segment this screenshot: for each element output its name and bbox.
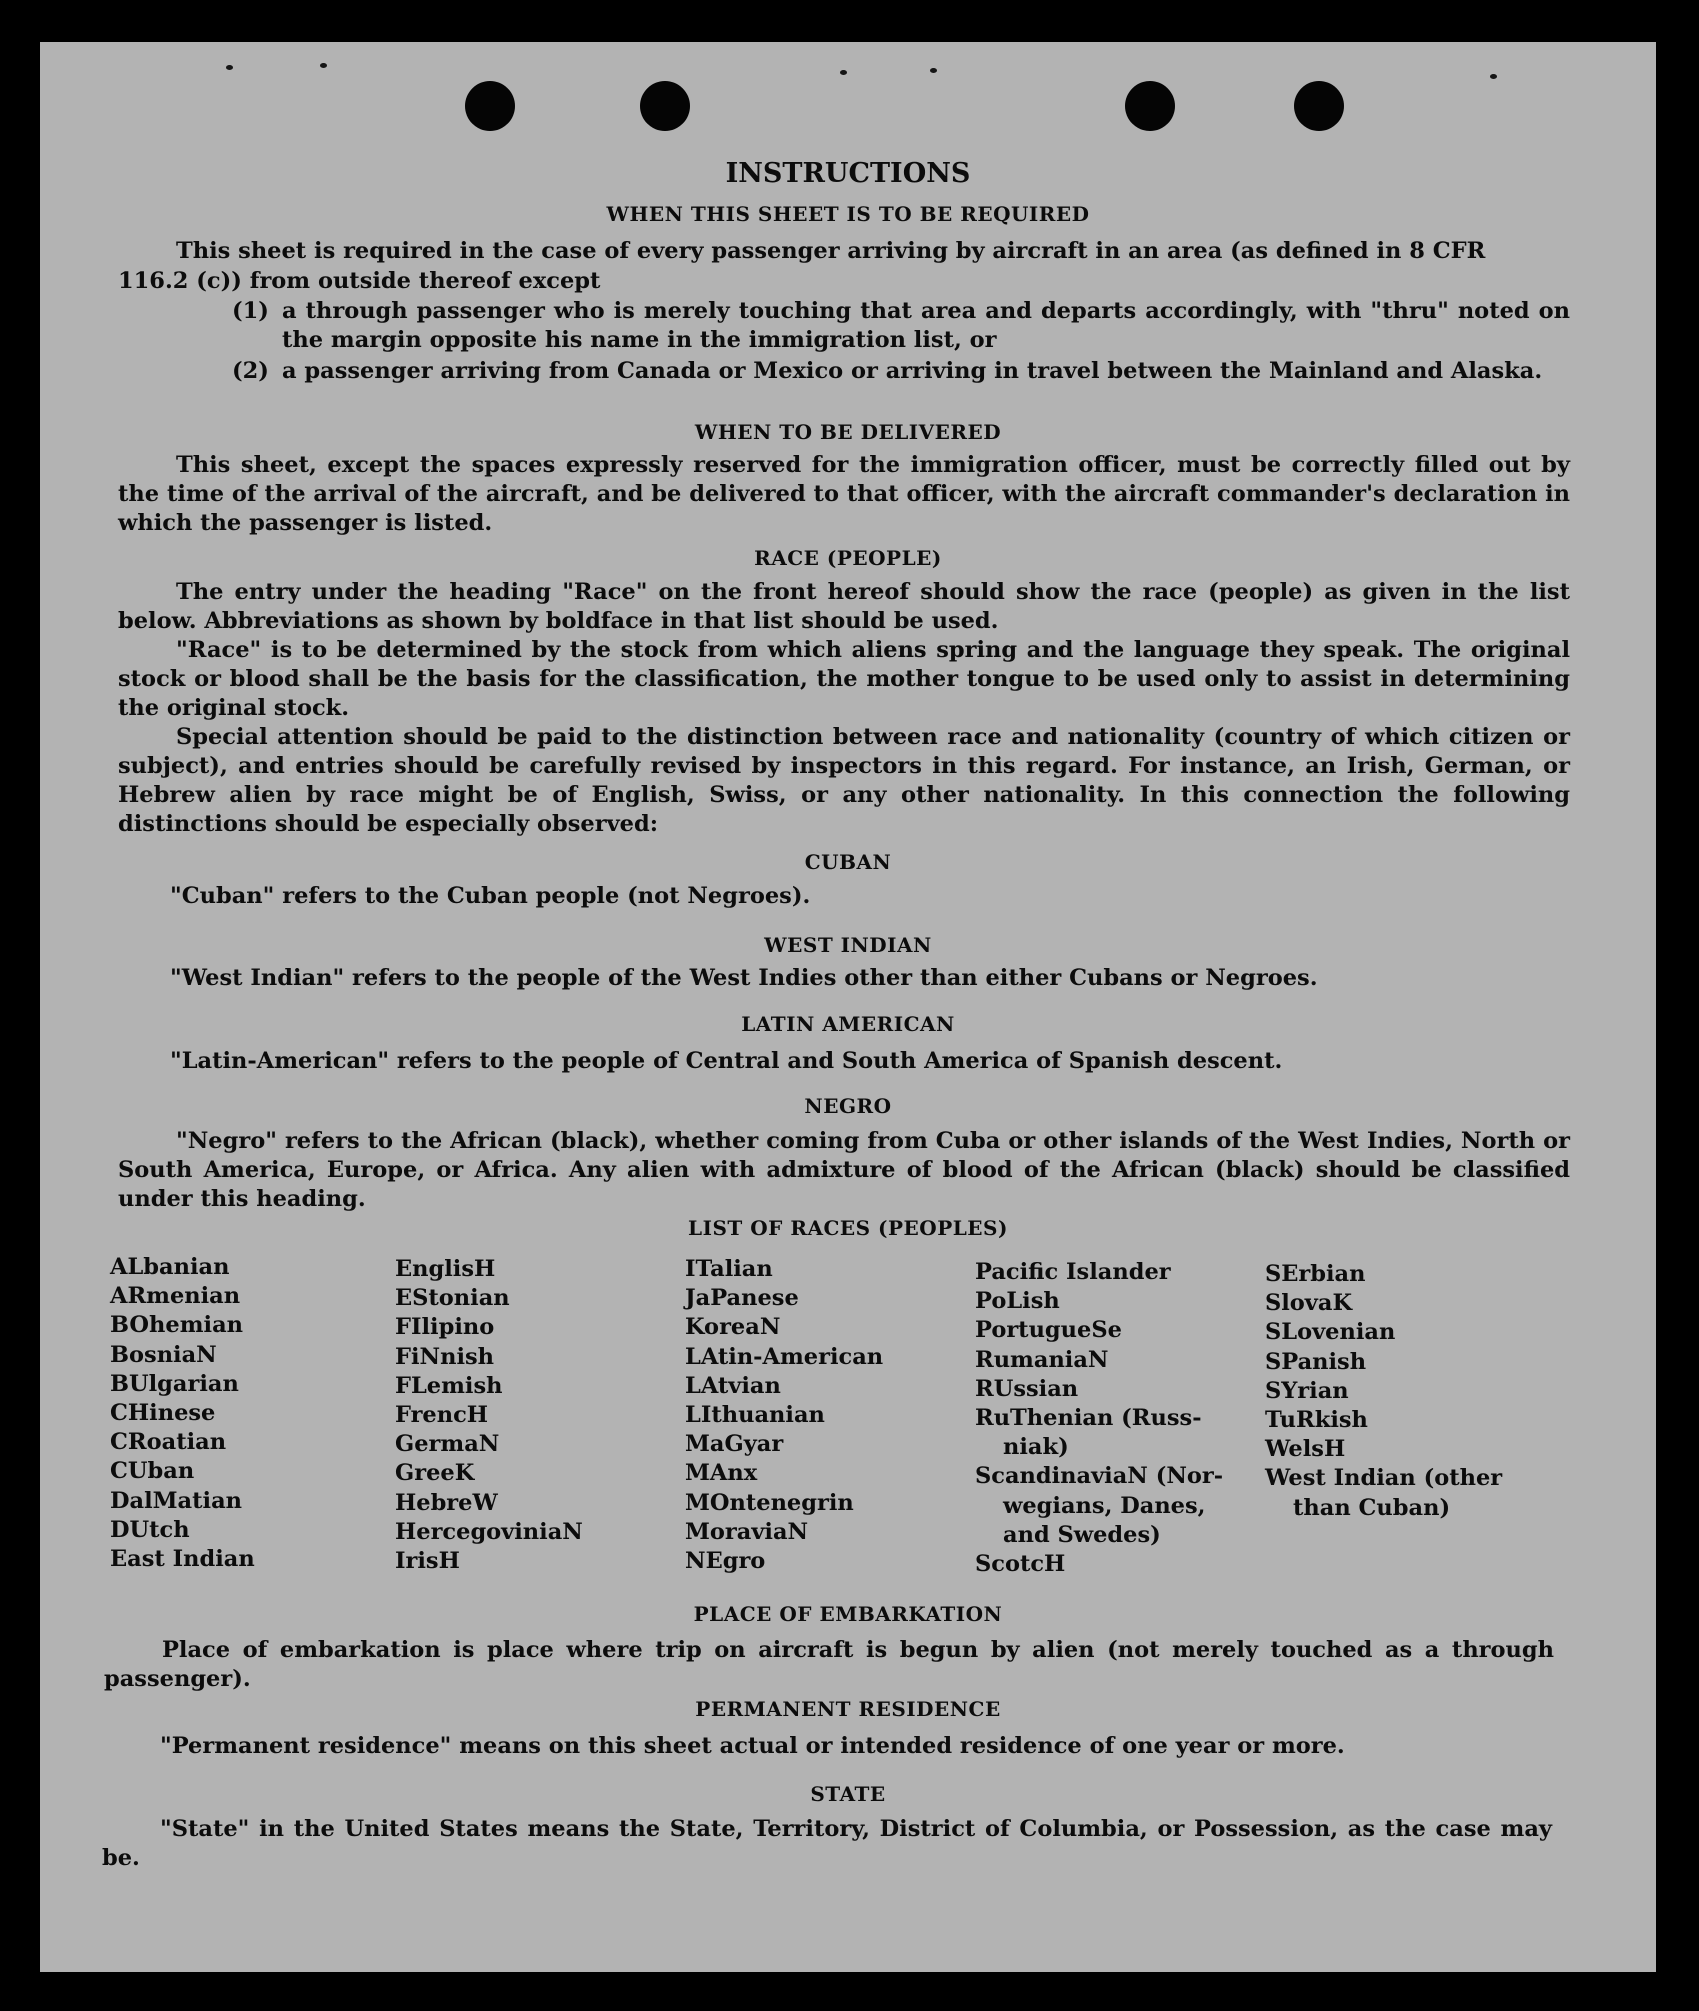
race-item: SLovenian — [1265, 1319, 1396, 1346]
race-item: TuRkish — [1265, 1407, 1368, 1434]
races-column-1 — [110, 1253, 255, 1574]
race-item: MAnx — [685, 1460, 758, 1487]
race-item: SErbian — [1265, 1261, 1366, 1287]
paragraph-race-1 — [118, 578, 1570, 636]
punch-hole — [465, 81, 515, 131]
heading-when-delivered: WHEN TO BE DELIVERED — [694, 420, 1002, 444]
race-item: CHinese — [110, 1400, 216, 1427]
speck — [930, 68, 937, 73]
race-item: WelsH — [1265, 1436, 1346, 1463]
race-item: HebreW — [395, 1489, 498, 1516]
race-item: RUssian — [975, 1375, 1079, 1402]
page-title: INSTRUCTIONS — [725, 158, 971, 189]
race-item: NEgro — [685, 1548, 766, 1575]
race-item: ScandinaviaN (Nor- — [975, 1463, 1224, 1490]
race-item: SPanish — [1265, 1348, 1367, 1375]
heading-cuban: CUBAN — [804, 850, 892, 874]
race-item: BUlgarian — [110, 1370, 239, 1397]
race-item: EnglisH — [395, 1256, 496, 1282]
race-item: LIthuanian — [685, 1402, 825, 1429]
paragraph-text: "Race" is to be determined by the stock from which aliens spring and the language they speak. The original stock or blood shall be the basis for the classification, the mother tongue to be used only to assist in determining the original stock. — [118, 637, 1570, 721]
speck — [226, 65, 233, 70]
intro-line-1: This sheet is required in the case of every passenger arriving by aircraft in an area (as defined in 8 CFR — [176, 238, 1486, 264]
race-item: wegians, Danes, — [1003, 1492, 1206, 1519]
paragraph-text: The entry under the heading "Race" on the front hereof should show the race (people) as given in the list below. Abbreviations as shown by boldface in that list should be used. — [118, 579, 1570, 634]
race-item: ARmenian — [110, 1283, 241, 1310]
race-item: FLemish — [395, 1372, 503, 1399]
race-item: HercegoviniaN — [395, 1518, 583, 1545]
race-item: CUban — [110, 1458, 195, 1485]
heading-negro: NEGRO — [804, 1094, 892, 1118]
race-item: RumaniaN — [975, 1346, 1109, 1373]
speck — [1490, 74, 1497, 79]
race-item: MaGyar — [685, 1431, 784, 1458]
race-item: KoreaN — [685, 1314, 781, 1341]
race-item: SlovaK — [1265, 1290, 1353, 1317]
text-cuban: "Cuban" refers to the Cuban people (not Negroes). — [170, 883, 811, 909]
text-permanent-residence: "Permanent residence" means on this sheet actual or intended residence of one year or more. — [160, 1733, 1345, 1759]
races-column-2 — [395, 1255, 583, 1576]
race-item: FiNnish — [395, 1343, 495, 1370]
speck — [320, 63, 327, 68]
race-item: MoraviaN — [685, 1518, 809, 1545]
heading-west-indian: WEST INDIAN — [764, 933, 932, 957]
race-item: RuThenian (Russ- — [975, 1405, 1202, 1432]
text-west-indian: "West Indian" refers to the people of the West Indies other than either Cubans or Negroes. — [170, 965, 1318, 991]
race-item: West Indian (other — [1265, 1465, 1503, 1492]
heading-permanent-residence: PERMANENT RESIDENCE — [695, 1697, 1001, 1721]
paragraph-text: Special attention should be paid to the distinction between race and nationality (country of which citizen or subject), and entries should be carefully revised by inspectors in this regard. For instance, an Irish, German, or Hebrew alien by race might be of English, Swiss, or any other nationality. In this connection the following distinctions should be especially observed: — [118, 724, 1570, 837]
item-text: a passenger arriving from Canada or Mexico or arriving in travel between the Mainland and Alaska. — [282, 358, 1543, 384]
races-column-3 — [685, 1255, 883, 1576]
race-item: LAtvian — [685, 1372, 781, 1399]
item-number: (2) — [232, 358, 269, 384]
paragraph-text: This sheet, except the spaces expressly reserved for the immigration officer, must be correctly filled out by the time of the arrival of the aircraft, and be delivered to that officer, with the aircraft commander's declaration in which the passenger is listed. — [118, 452, 1570, 536]
race-item: East Indian — [110, 1546, 255, 1573]
heading-race: RACE (PEOPLE) — [754, 546, 942, 570]
race-item: LAtin-American — [685, 1343, 884, 1370]
paragraph-negro — [118, 1127, 1570, 1214]
race-item: DalMatian — [110, 1487, 243, 1514]
exception-item-2 — [232, 357, 1570, 417]
race-item: niak) — [1003, 1434, 1069, 1461]
race-item: than Cuban) — [1293, 1494, 1451, 1521]
punch-hole — [1125, 81, 1175, 131]
paragraph-state — [102, 1815, 1552, 1873]
races-column-4 — [975, 1258, 1223, 1579]
race-item: DUtch — [110, 1516, 190, 1543]
punch-hole — [640, 81, 690, 131]
race-item: CRoatian — [110, 1429, 227, 1456]
race-item: FrencH — [395, 1402, 489, 1429]
race-item: EStonian — [395, 1285, 510, 1312]
heading-list-of-races: LIST OF RACES (PEOPLES) — [688, 1216, 1008, 1240]
speck — [840, 70, 847, 75]
race-item: SYrian — [1265, 1377, 1349, 1404]
races-column-5 — [1265, 1260, 1502, 1523]
heading-latin-american: LATIN AMERICAN — [741, 1012, 955, 1036]
paragraph-race-2 — [118, 636, 1570, 723]
race-item: PoLish — [975, 1288, 1060, 1315]
paragraph-when-delivered — [118, 451, 1570, 538]
race-item: ScotcH — [975, 1551, 1066, 1578]
race-item: and Swedes) — [1003, 1521, 1161, 1548]
race-item: BOhemian — [110, 1312, 244, 1339]
race-item: Pacific Islander — [975, 1259, 1171, 1285]
document-page — [40, 42, 1656, 1972]
text-latin-american: "Latin-American" refers to the people of Central and South America of Spanish descent. — [170, 1048, 1283, 1074]
item-text: a through passenger who is merely touching that area and departs accordingly, with "thru" noted on the margin opposite his name in the immigration list, or — [282, 298, 1570, 353]
race-item: GermaN — [395, 1431, 500, 1458]
heading-embarkation: PLACE OF EMBARKATION — [693, 1602, 1003, 1626]
race-item: PortugueSe — [975, 1317, 1122, 1344]
exception-item-1 — [232, 297, 1570, 357]
race-item: FIlipino — [395, 1314, 495, 1341]
race-item: ALbanian — [110, 1254, 230, 1280]
item-number: (1) — [232, 298, 269, 324]
paragraph-text: "State" in the United States means the State, Territory, District of Columbia, or Possession, as the case may be. — [102, 1816, 1552, 1871]
race-item: MOntenegrin — [685, 1489, 854, 1516]
paragraph-embarkation — [104, 1636, 1554, 1694]
heading-when-required: WHEN THIS SHEET IS TO BE REQUIRED — [606, 202, 1090, 226]
paragraph-text: Place of embarkation is place where trip on aircraft is begun by alien (not merely touched as a through passenger). — [104, 1637, 1554, 1692]
heading-state: STATE — [810, 1782, 886, 1806]
race-item: GreeK — [395, 1460, 475, 1487]
paragraph-text: "Negro" refers to the African (black), whether coming from Cuba or other islands of the West Indies, North or South America, Europe, or Africa. Any alien with admixture of blood of the African (black) should be classified under this heading. — [118, 1128, 1570, 1212]
race-item: ITalian — [685, 1256, 773, 1282]
paragraph-race-3 — [118, 723, 1570, 839]
punch-hole — [1294, 81, 1344, 131]
race-item: BosniaN — [110, 1341, 217, 1368]
race-item: JaPanese — [685, 1285, 799, 1312]
intro-line-2: 116.2 (c)) from outside thereof except — [118, 268, 601, 294]
race-item: IrisH — [395, 1548, 460, 1575]
